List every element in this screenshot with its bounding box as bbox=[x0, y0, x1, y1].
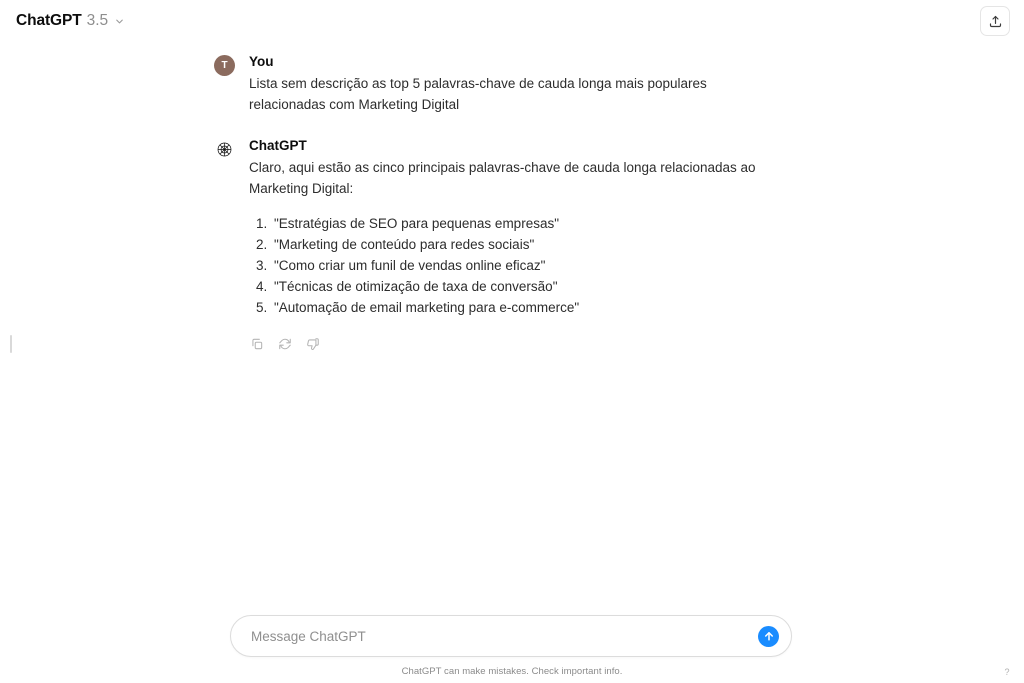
message-user bbox=[214, 47, 794, 115]
message-body bbox=[249, 137, 794, 351]
keyword-list bbox=[249, 213, 794, 318]
model-switcher[interactable] bbox=[14, 8, 133, 34]
copy-icon[interactable] bbox=[249, 336, 264, 351]
list-item: 3. "Como criar um funil de vendas online eficaz" bbox=[271, 255, 794, 276]
list-item: 1. "Estratégias de SEO para pequenas empresas" bbox=[271, 213, 794, 234]
message-text: Claro, aqui estão as cinco principais palavras-chave de cauda longa relacionadas ao Marketing Digital: bbox=[249, 160, 760, 196]
thumbs-down-icon[interactable] bbox=[305, 336, 320, 351]
message-author: ChatGPT bbox=[249, 138, 307, 153]
message-input[interactable] bbox=[249, 616, 758, 656]
share-upload-icon bbox=[988, 14, 1003, 29]
chevron-down-icon bbox=[114, 16, 125, 27]
message-author: You bbox=[249, 54, 274, 69]
thread-inner bbox=[214, 42, 794, 351]
conversation-thread[interactable] bbox=[0, 42, 1024, 603]
disclaimer-text: ChatGPT can make mistakes. Check important info. bbox=[401, 666, 623, 677]
help-button[interactable]: ? bbox=[1004, 667, 1010, 677]
message-actions bbox=[249, 336, 794, 351]
composer[interactable] bbox=[230, 615, 792, 657]
message-assistant bbox=[214, 131, 794, 351]
composer-area bbox=[0, 615, 1024, 683]
share-button[interactable] bbox=[980, 6, 1010, 36]
message-text: Lista sem descrição as top 5 palavras-chave de cauda longa mais populares relacionadas com Marketing Digital bbox=[249, 76, 711, 112]
model-name: ChatGPT bbox=[16, 12, 82, 29]
avatar: T bbox=[214, 55, 235, 76]
send-button[interactable] bbox=[758, 626, 779, 647]
top-bar-actions bbox=[980, 6, 1010, 36]
top-bar bbox=[0, 0, 1024, 42]
list-item: 4. "Técnicas de otimização de taxa de conversão" bbox=[271, 276, 794, 297]
message-body bbox=[249, 53, 794, 115]
model-version: 3.5 bbox=[86, 12, 109, 29]
scroll-indicator bbox=[10, 335, 12, 353]
send-arrow-icon bbox=[763, 630, 775, 642]
regenerate-icon[interactable] bbox=[277, 336, 292, 351]
list-item: 5. "Automação de email marketing para e-commerce" bbox=[271, 297, 794, 318]
chatgpt-logo-icon bbox=[214, 139, 235, 160]
list-item: 2. "Marketing de conteúdo para redes sociais" bbox=[271, 234, 794, 255]
